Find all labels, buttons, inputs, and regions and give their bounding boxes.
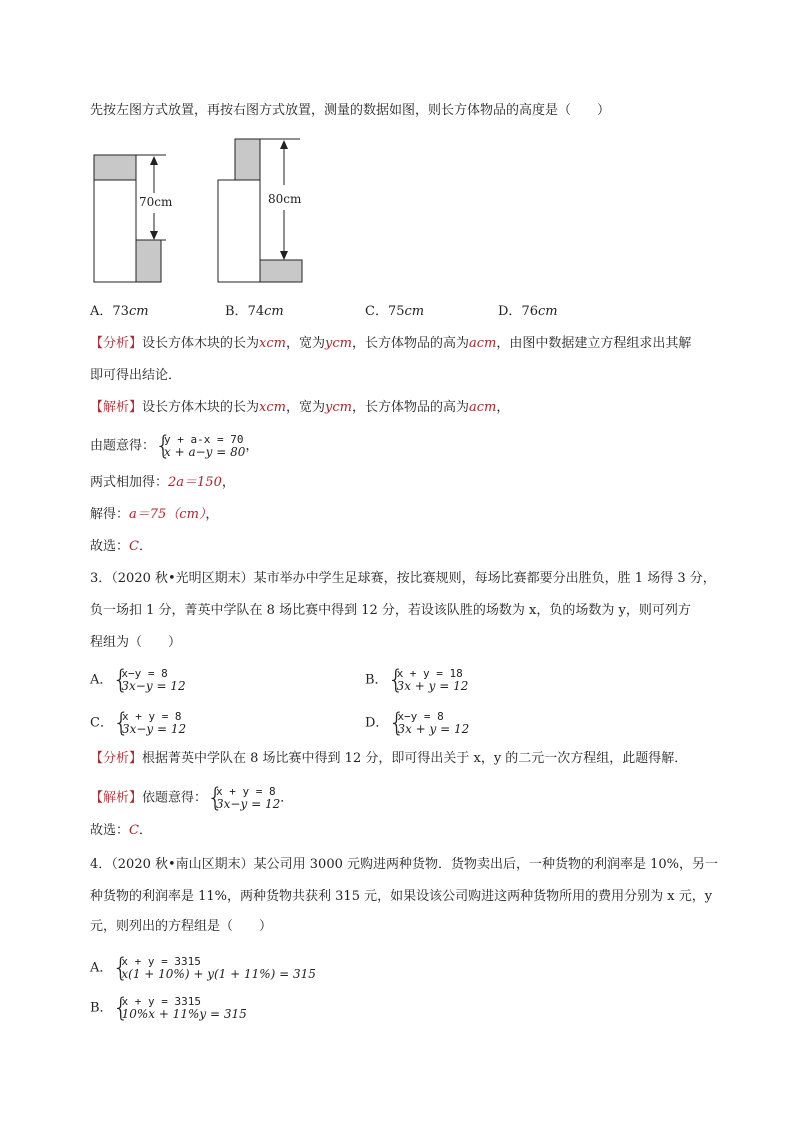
q3-stem-line1: 3．（2020 秋•光明区期末）某市举办中学生足球赛，按比赛规则，每场比赛都要分出胜负，胜 1 场得 3 分， [90, 571, 716, 586]
label-80cm: 80cm [268, 192, 302, 206]
q2-stem: 先按左图方式放置，再按右图方式放置，测量的数据如图，则长方体物品的高度是（ ） [90, 103, 611, 118]
left-block-bottom [136, 240, 161, 282]
q2-option-b: B．74cm [225, 304, 284, 319]
q2-equation-system: 由题意得： { y + a-x = 70 x + a−y = 80 ， [90, 431, 259, 461]
q4-stem-line3: 元，则列出的方程组是（ ） [90, 919, 273, 934]
q3-analysis: 【分析】根据菁英中学队在 8 场比赛中得到 12 分，即可得出关于 x，y 的二元一次方程组，此题得解． [90, 751, 688, 766]
q2-analysis-line2: 即可得出结论． [90, 368, 182, 383]
q2-option-c: C．75cm [365, 304, 425, 319]
q2-sum-line: 两式相加得：2a＝150， [90, 475, 235, 490]
q4-stem-line2: 种货物的利润率是 11%，两种货物共获利 315 元，如果设该公司购进这两种货物所用的费用分别为 x 元，y [90, 889, 713, 904]
q2-analysis-line1: 【分析】设长方体木块的长为xcm，宽为ycm，长方体物品的高为acm，由图中数据建立方程组求出其解 [90, 336, 692, 351]
q4-option-a: A． { x + y = 3315 x(1 + 10%) + y(1 + 11%) = 315 [90, 953, 316, 983]
q2-option-a: A．73cm [90, 304, 149, 319]
q4-stem-line1: 4．（2020 秋•南山区期末）某公司用 3000 元购进两种货物．货物卖出后，一种货物的利润率是 10%，另一 [90, 857, 719, 872]
q3-stem-line2: 负一场扣 1 分，菁英中学队在 8 场比赛中得到 12 分，若设该队胜的场数为 x，负的场数为 y，则可列方 [90, 603, 691, 618]
q3-option-a: A． { x−y = 8 3x−y = 12 [90, 665, 186, 695]
q3-choose-line: 故选：C． [90, 823, 152, 838]
q3-stem-line3: 程组为（ ） [90, 635, 182, 650]
left-block-top [94, 155, 136, 180]
q2-choose-line: 故选：C． [90, 539, 152, 554]
q2-solve-line: 解得：a＝75（cm）， [90, 507, 219, 522]
right-box [218, 180, 260, 282]
q2-figure [90, 135, 310, 287]
q2-solution-line1: 【解析】设长方体木块的长为xcm，宽为ycm，长方体物品的高为acm， [90, 400, 510, 415]
q4-option-b: B． { x + y = 3315 10%x + 11%y = 315 [90, 993, 247, 1023]
q3-solution: 【解析】依题意得： { x + y = 8 3x−y = 12 ． [90, 783, 294, 813]
system-brace: { y + a-x = 70 x + a−y = 80 [155, 431, 246, 461]
q2-option-d: D．76cm [498, 304, 558, 319]
q3-option-c: C． { x + y = 8 3x−y = 12 [90, 708, 187, 738]
q3-option-d: D． { x−y = 8 3x + y = 12 [365, 708, 470, 738]
q3-option-b: B． { x + y = 18 3x + y = 12 [365, 665, 469, 695]
right-block-top [235, 139, 260, 180]
right-block-bottom [260, 260, 302, 282]
label-70cm: 70cm [139, 195, 173, 209]
